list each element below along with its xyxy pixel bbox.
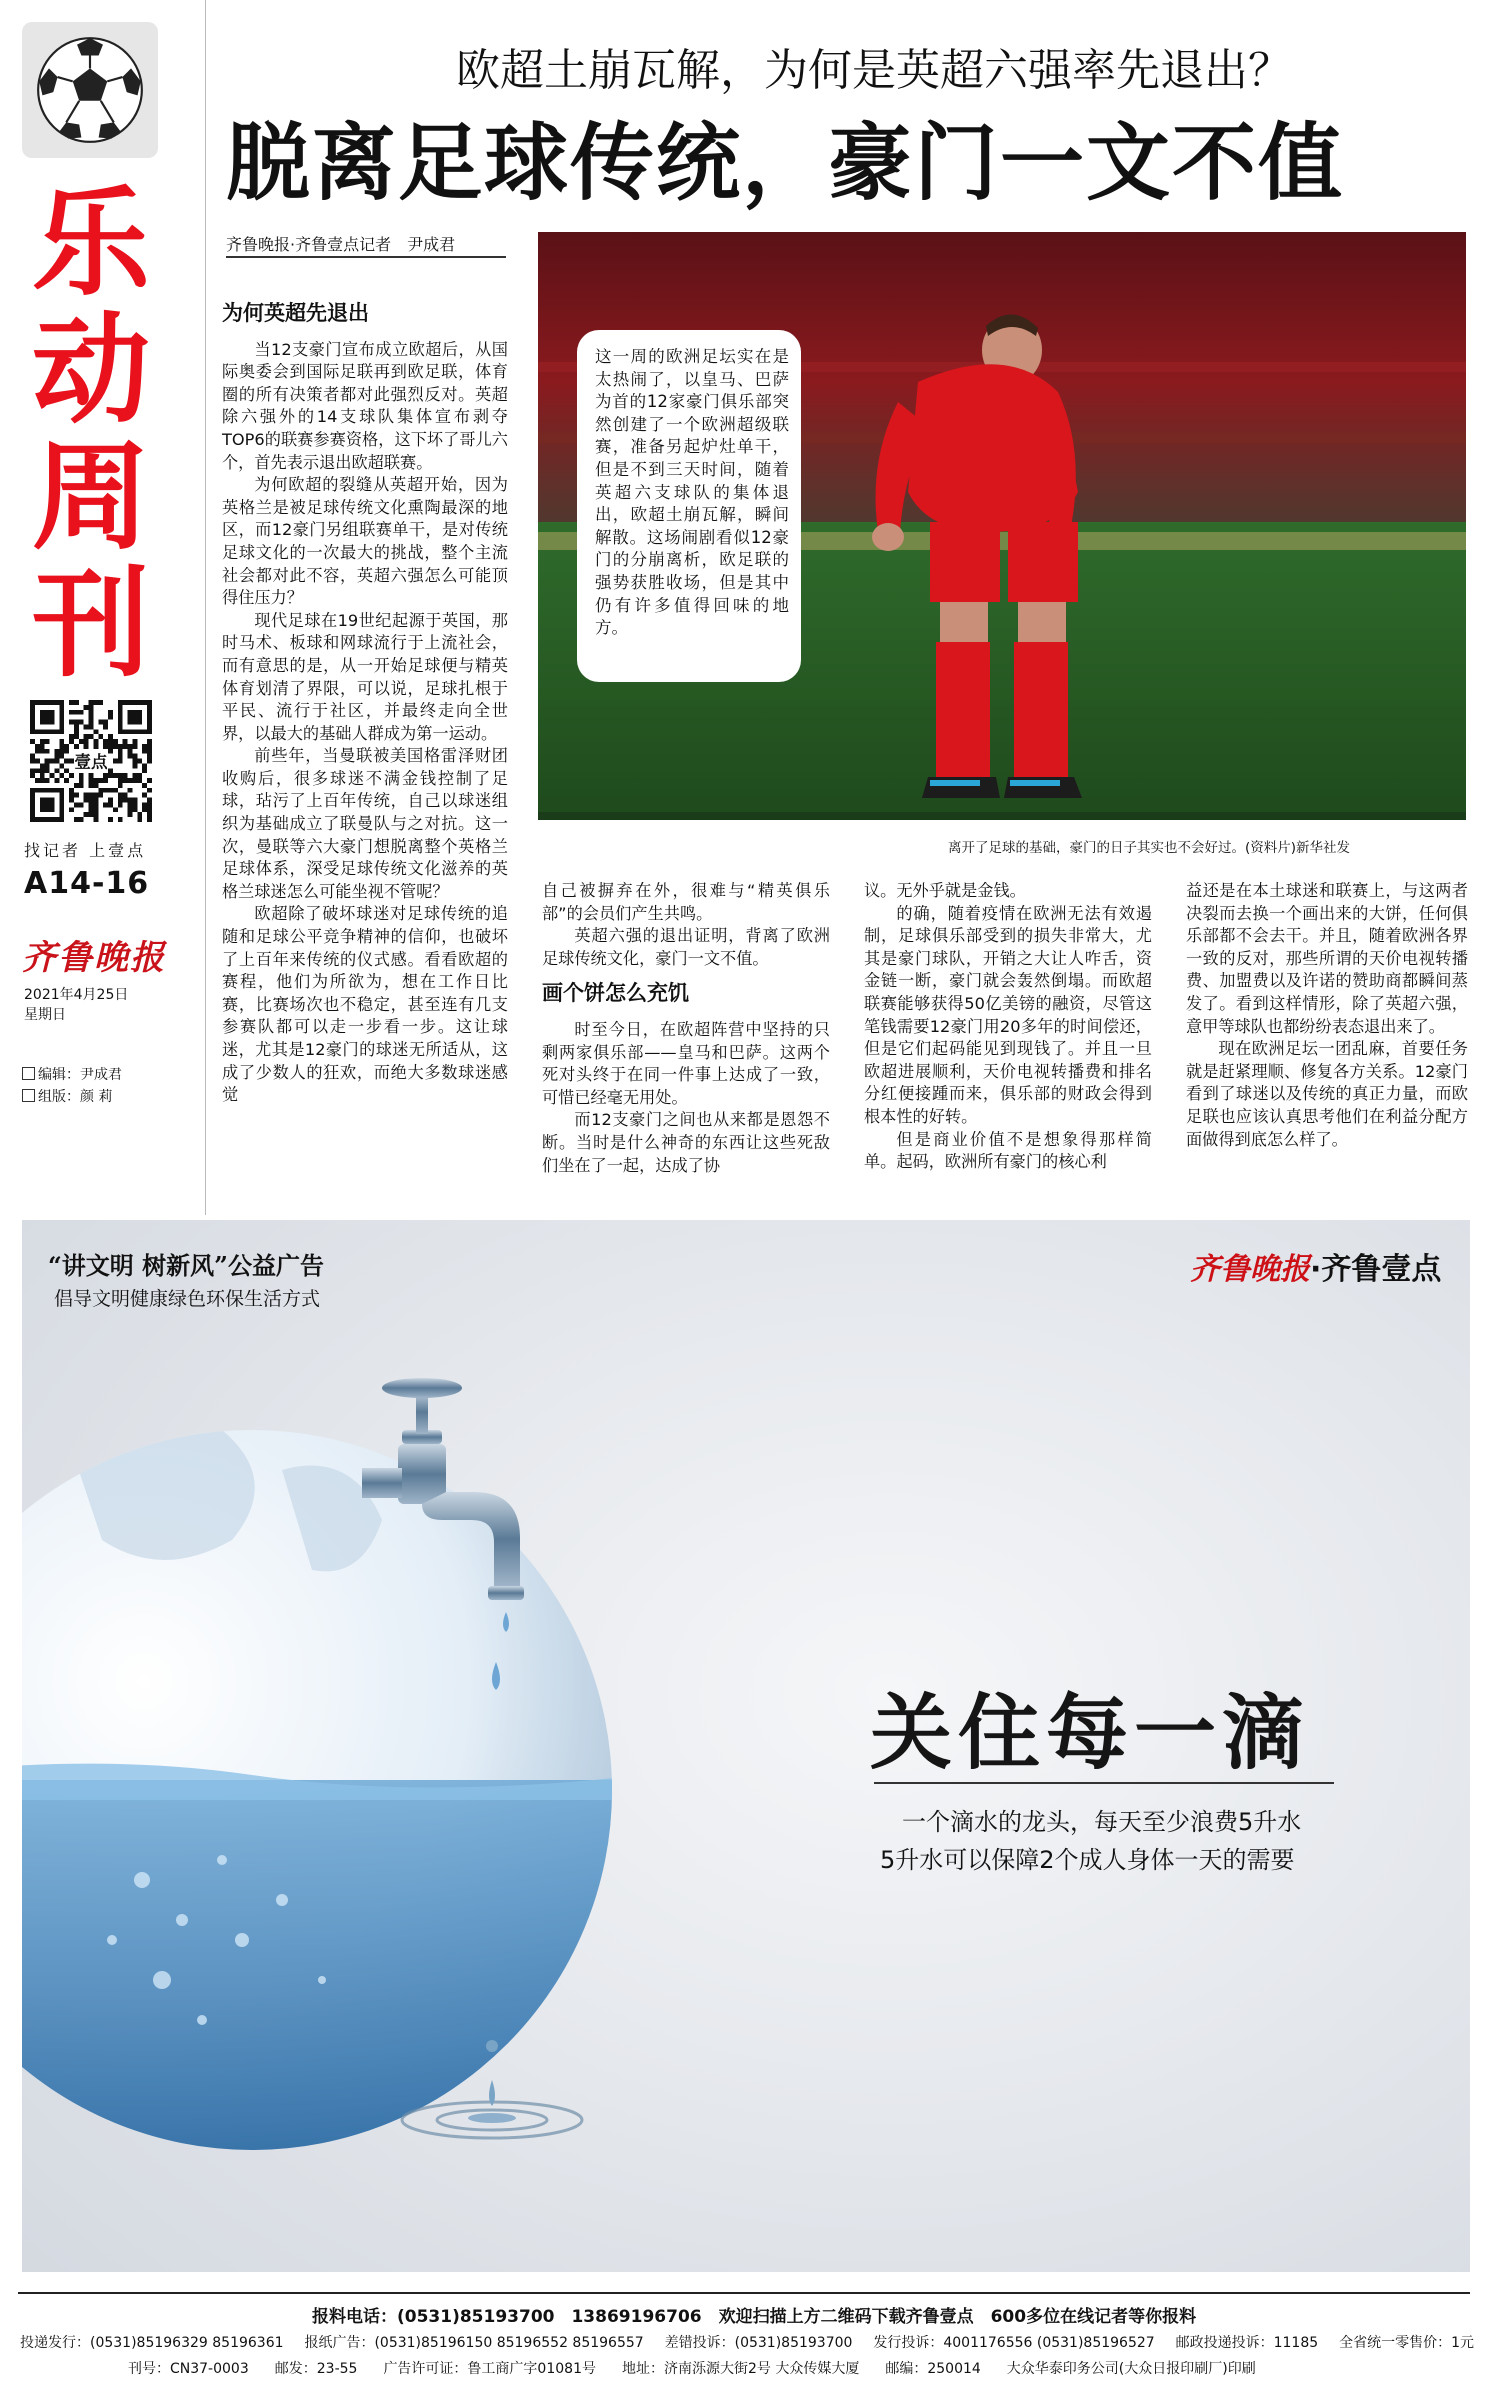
column-title	[18, 174, 164, 693]
paragraph: 益还是在本土球迷和联赛上，与这两者决裂而去换一个画出来的大饼，任何俱乐部都不会去干。并且，随着欧洲各界一致的反对，那些所谓的天价电视转播费、加盟费以及许诺的赞助商都瞬间蒸发了。看到这样情形，除了英超六强，意甲等球队也都纷纷表态退出来了。	[1186, 881, 1468, 1036]
column-title-char: 动	[31, 301, 150, 439]
footer-item: 邮政投递投诉：11185	[1175, 2335, 1319, 2351]
footer-divider	[18, 2292, 1470, 2294]
article-column-2	[542, 880, 830, 1177]
footer-contacts	[20, 2332, 1474, 2352]
paper-logo: 齐鲁晚报	[22, 938, 166, 978]
paragraph: 议。无外乎就是金钱。	[864, 881, 1026, 900]
football-icon	[36, 36, 144, 144]
paragraph: 为何欧超的裂缝从英超开始，因为英格兰是被足球传统文化熏陶最深的地区，而12豪门另组联赛单干，是对传统足球文化的一次最大的挑战，整个主流社会都对此不容，英超六强怎么可能顶得住压力？	[222, 475, 508, 608]
pull-quote: 这一周的欧洲足坛实在是太热闹了，以皇马、巴萨为首的12家豪门俱乐部突然创建了一个欧洲超级联赛，准备另起炉灶单干，但是不到三天时间，随着英超六支球队的集体退出，欧超土崩瓦解，瞬间解散。这场闹剧看似12豪门的分崩离析，欧足联的强势获胜收场，但是其中仍有许多值得回味的地方。	[577, 330, 801, 682]
footer-item: 全省统一零售价：1元	[1339, 2335, 1474, 2351]
issue-weekday: 星期日	[24, 1007, 66, 1023]
article-headline: 脱离足球传统，豪门一文不值	[226, 114, 1345, 212]
column-title-char: 周	[31, 428, 150, 566]
ad-subslogan: 倡导文明健康绿色环保生活方式	[54, 1288, 321, 1310]
footer-publication-info	[128, 2358, 1256, 2378]
footer-hotline: 报料电话：(0531)85193700 13869196706 欢迎扫描上方二维码下载齐鲁壹点 600多位在线记者等你报料	[312, 2307, 1197, 2327]
paragraph: 现代足球在19世纪起源于英国，那时马术、板球和网球流行于上流社会，而有意思的是，从一开始足球便与精英体育划清了界限，可以说，足球扎根于平民、流行于社区，并最终走向全世界，以最大的基础人群成为第一运动。	[222, 610, 508, 743]
footer-item: 地址：济南泺源大街2号 大众传媒大厦	[621, 2361, 860, 2377]
footer-item: 差错投诉：(0531)85193700	[664, 2335, 853, 2351]
find-reporter-text: 找记者 上壹点	[24, 841, 147, 860]
paragraph: 时至今日，在欧超阵营中坚持的只剩两家俱乐部——皇马和巴萨。这两个死对头终于在同一件事上达成了一致，可惜已经毫无用处。	[542, 1019, 830, 1107]
byline-rule	[226, 256, 506, 258]
ad-logo: 齐鲁晚报·齐鲁壹点	[1190, 1252, 1442, 1287]
editor-credit: 编辑：尹成君	[22, 1064, 122, 1084]
footer-item: 邮编：250014	[885, 2361, 981, 2377]
footer-item: 报纸广告：(0531)85196150 85196552 85196557	[304, 2335, 644, 2351]
ad-text-line: 5升水可以保障2个成人身体一天的需要	[880, 1846, 1295, 1874]
ad-slogan: “讲文明 树新风”公益广告	[48, 1251, 324, 1280]
section-heading: 为何英超先退出	[222, 301, 369, 325]
article-subheadline: 欧超土崩瓦解，为何是英超六强率先退出？	[456, 45, 1292, 96]
footer-item: 投递发行：(0531)85196329 85196361	[20, 2335, 284, 2351]
paragraph: 前些年，当曼联被美国格雷泽财团收购后，很多球迷不满金钱控制了足球，玷污了上百年传统，自己以球迷组织为基础成立了联曼队与之对抗。这一次，曼联等六大豪门想脱离整个英格兰足球体系，深受足球传统文化滋养的英格兰球迷怎么可能坐视不管呢？	[222, 746, 508, 901]
ad-title-rule	[874, 1782, 1334, 1784]
issue-date: 2021年4月25日	[24, 987, 129, 1003]
qr-code[interactable]	[30, 700, 152, 822]
footer-item: 刊号：CN37-0003	[128, 2361, 249, 2377]
designer-credit: 组版：颜 莉	[22, 1086, 112, 1106]
section-heading: 画个饼怎么充饥	[542, 981, 689, 1006]
article-column-1	[222, 290, 508, 1107]
paragraph: 自己被摒弃在外，很难与“精英俱乐部”的会员们产生共鸣。	[542, 881, 830, 923]
article-byline: 齐鲁晚报·齐鲁壹点记者 尹成君	[226, 235, 456, 254]
column-title-char: 乐	[31, 174, 150, 312]
ad-text-line: 一个滴水的龙头，每天至少浪费5升水	[902, 1808, 1302, 1836]
photo-caption: 离开了足球的基础，豪门的日子其实也不会好过。(资料片)新华社发	[948, 840, 1351, 856]
paragraph: 而12支豪门之间也从来都是恩怨不断。当时是什么神奇的东西让这些死敌们坐在了一起，达成了协	[542, 1110, 830, 1175]
article-column-4	[1186, 880, 1468, 1151]
column-title-char: 刊	[31, 555, 150, 693]
footer-item: 广告许可证：鲁工商广字01081号	[383, 2361, 596, 2377]
footer-item: 发行投诉：4001176556 (0531)85196527	[873, 2335, 1155, 2351]
footer-item: 大众华泰印务公司(大众日报印刷厂)印刷	[1006, 2361, 1256, 2377]
footer-item: 邮发：23-55	[274, 2361, 358, 2377]
paragraph: 现在欧洲足坛一团乱麻，首要任务就是赶紧理顺、修复各方关系。12豪门看到了球迷以及传统的真正力量，而欧足联也应该认真思考他们在利益分配方面做得到底怎么样了。	[1186, 1039, 1468, 1149]
left-divider	[205, 0, 206, 1215]
ad-title: 关住每一滴	[870, 1685, 1311, 1781]
qr-label: 壹点	[74, 752, 108, 772]
paragraph: 英超六强的退出证明，背离了欧洲足球传统文化，豪门一文不值。	[542, 926, 830, 968]
paragraph: 的确，随着疫情在欧洲无法有效遏制，足球俱乐部受到的损失非常大，尤其是豪门球队，开销之大让人咋舌，资金链一断，豪门就会轰然倒塌。而欧超联赛能够获得50亿美镑的融资，尽管这笔钱需要12豪门用20多年的时间偿还，但是它们起码能见到现钱了。并且一旦欧超进展顺利，天价电视转播费和排名分红便接踵而来，俱乐部的财政会得到根本性的好转。	[864, 903, 1152, 1126]
paragraph: 但是商业价值不是想象得那样简单。起码，欧洲所有豪门的核心利	[864, 1129, 1152, 1172]
paragraph: 欧超除了破坏球迷对足球传统的追随和足球公平竞争精神的信仰，也破坏了上百年来传统的仪式感。看看欧超的赛程，他们为所欲为，想在工作日比赛，比赛场次也不稳定，甚至连有几支参赛队都可以走一步看一步。这让球迷，尤其是12豪门的球迷无所适从，这成了少数人的狂欢，而绝大多数球迷感觉	[222, 904, 508, 1105]
article-column-3	[864, 880, 1152, 1174]
paragraph: 当12支豪门宣布成立欧超后，从国际奥委会到国际足联再到欧足联，体育圈的所有决策者都对此强烈反对。英超除六强外的14支球队集体宣布剥夺TOP6的联赛参赛资格，这下坏了哥儿六个，首先表示退出欧超联赛。	[222, 339, 508, 472]
page-number: A14-16	[24, 866, 150, 901]
